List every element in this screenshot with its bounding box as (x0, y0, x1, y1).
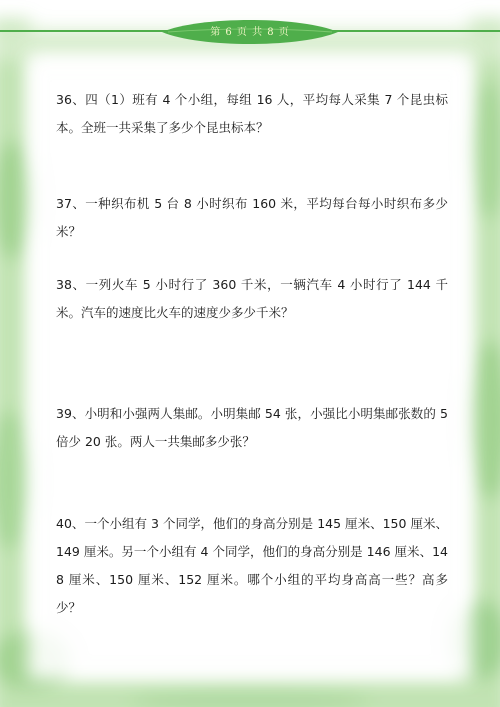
question-36: 36、四（1）班有 4 个小组，每组 16 人，平均每人采集 7 个昆虫标本。全班一共采集了多少个昆虫标本？ (56, 92, 448, 135)
question-37: 37、一种织布机 5 台 8 小时织布 160 米，平均每台每小时织布多少米？ (56, 196, 448, 239)
question-39: 39、小明和小强两人集邮。小明集邮 54 张，小强比小明集邮张数的 5 倍少 20 张。两人一共集邮多少张？ (56, 406, 448, 449)
question-38: 38、一列火车 5 小时行了 360 千米，一辆汽车 4 小时行了 144 千米。汽车的速度比火车的速度少多少千米？ (56, 277, 448, 320)
page-indicator: 第 6 页 共 8 页 (210, 27, 290, 38)
question-40: 40、一个小组有 3 个同学，他们的身高分别是 145 厘米、150 厘米、149 厘米。另一个小组有 4 个同学，他们的身高分别是 146 厘米、148 厘米、150 厘米、152 厘米。哪个小组的平均身高高一些？高多少？ (56, 516, 448, 615)
